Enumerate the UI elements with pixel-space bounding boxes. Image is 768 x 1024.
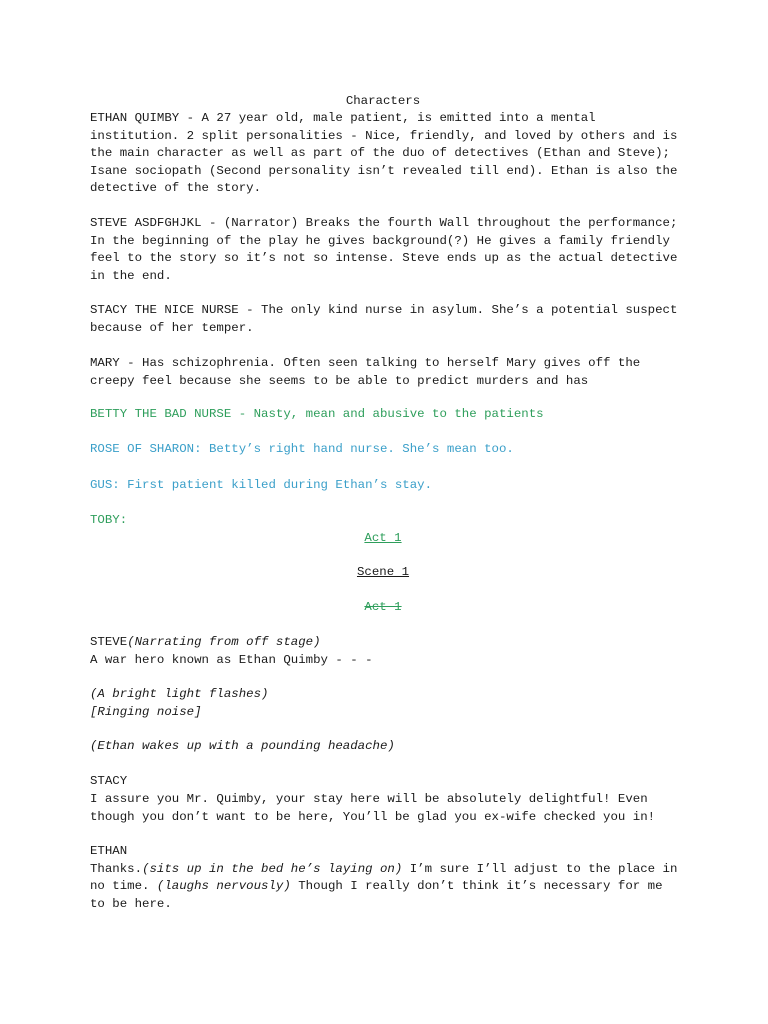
dialogue-text: no time. [90, 879, 157, 893]
speaker-name: ETHAN [90, 844, 128, 858]
char-ethan-line: Isane sociopath (Second personality isn’t revealed till end). Ethan is also the [90, 163, 678, 178]
dialogue-line: A war hero known as Ethan Quimby - - - [90, 652, 373, 667]
char-steve-line: STEVE ASDFGHJKL - (Narrator) Breaks the fourth Wall throughout the performance; [90, 216, 678, 230]
stage-direction: (A bright light flashes) [90, 687, 269, 701]
char-ethan-line: ETHAN QUIMBY - A 27 year old, male patient, is emitted into a mental [90, 111, 596, 125]
char-stacy-line: because of her temper. [90, 320, 254, 335]
speaker-name: STEVE [90, 635, 128, 649]
dialogue-text: Though I really don’t think it’s necessary for me [290, 879, 663, 893]
stage-direction: (Narrating from off stage) [127, 635, 321, 649]
stage-direction: (sits up in the bed he’s laying on) [142, 861, 403, 876]
char-toby: TOBY: [90, 513, 128, 527]
char-mary-line: MARY - Has schizophrenia. Often seen talking to herself Mary gives off the [90, 356, 641, 370]
dialogue-line: I assure you Mr. Quimby, your stay here will be absolutely delightful! Even [90, 792, 648, 806]
char-gus: GUS: First patient killed during Ethan’s stay. [90, 478, 433, 492]
char-mary-line: creepy feel because she seems to be able to predict murders and has [90, 373, 589, 388]
char-steve-line: In the beginning of the play he gives background(?) He gives a family friendly [90, 233, 670, 248]
char-steve-line: in the end. [90, 268, 172, 283]
act-heading-struck: Act 1 [364, 600, 402, 614]
char-betty: BETTY THE BAD NURSE - Nasty, mean and abusive to the patients [90, 407, 544, 421]
dialogue-line [90, 878, 676, 896]
stage-direction: [Ringing noise] [90, 704, 202, 719]
dialogue-text: I’m sure I’ll adjust to the place in [402, 861, 678, 876]
steve-cue [90, 634, 676, 652]
dialogue-text: Thanks. [90, 861, 143, 876]
page-heading: Characters [345, 94, 421, 108]
char-ethan-line: the main character as well as part of the duo of detectives (Ethan and Steve); [90, 146, 670, 160]
char-ethan-line: institution. 2 split personalities - Nice, friendly, and loved by others and is [90, 128, 678, 143]
act-heading: Act 1 [364, 531, 402, 545]
dialogue-line [90, 861, 676, 879]
stage-direction: (laughs nervously) [156, 879, 291, 893]
scene-heading: Scene 1 [356, 565, 410, 579]
char-ethan-line: detective of the story. [90, 181, 262, 195]
stage-direction: (Ethan wakes up with a pounding headache) [90, 739, 395, 753]
dialogue-line: to be here. [90, 896, 172, 911]
char-steve-line: feel to the story so it’s not so intense. Steve ends up as the actual detective [90, 251, 678, 265]
speaker-name: STACY [90, 774, 128, 788]
char-stacy-line: STACY THE NICE NURSE - The only kind nurse in asylum. She’s a potential suspect [90, 303, 678, 317]
dialogue-line: though you don’t want to be here, You’ll be glad you ex-wife checked you in! [90, 809, 656, 824]
char-rose: ROSE OF SHARON: Betty’s right hand nurse. She’s mean too. [90, 442, 514, 456]
